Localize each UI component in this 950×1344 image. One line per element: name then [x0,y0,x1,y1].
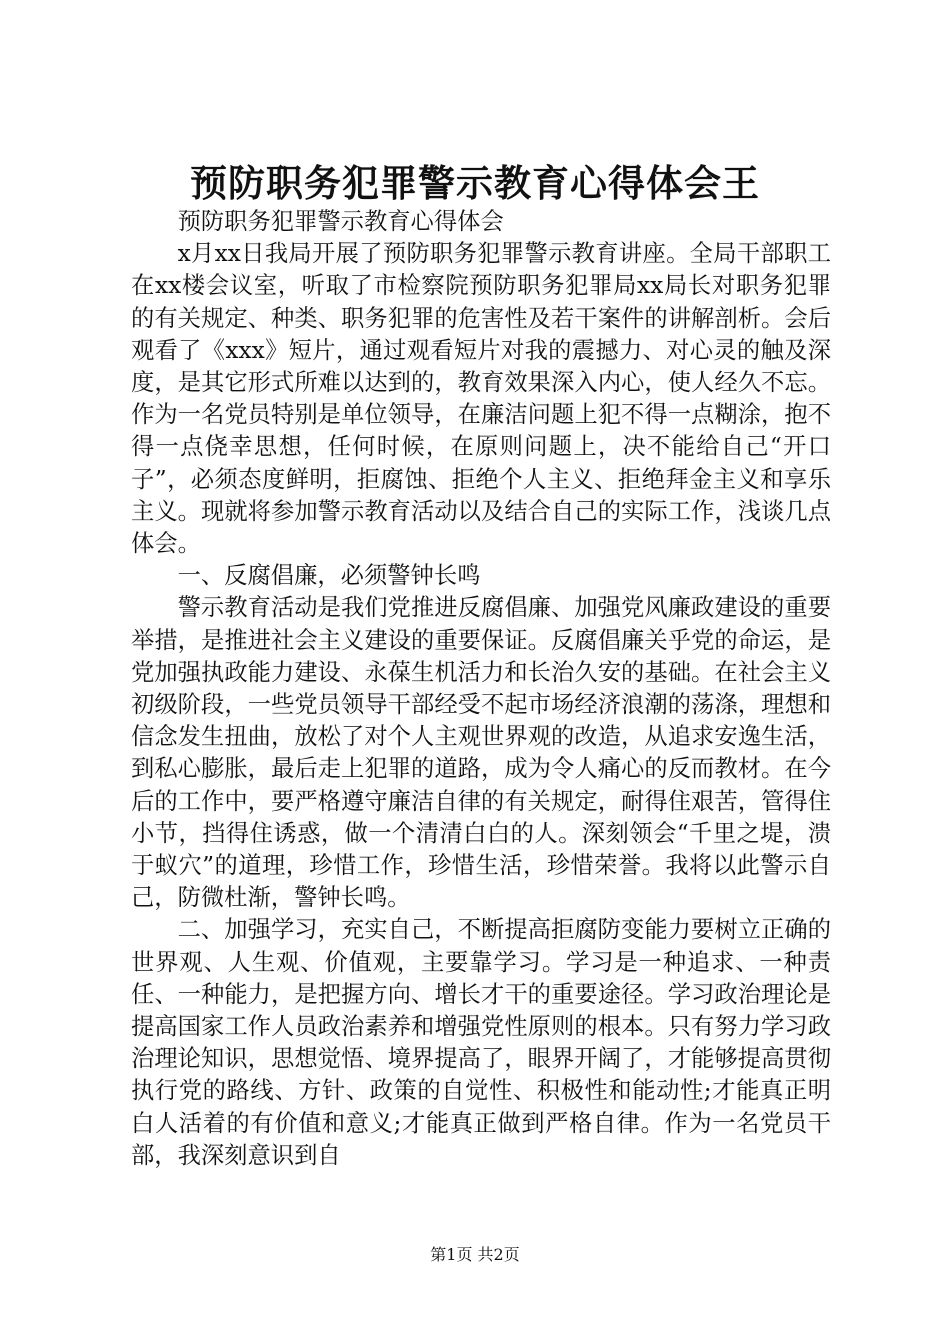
document-subtitle: 预防职务犯罪警示教育心得体会 [177,208,504,235]
document-body [131,206,831,1172]
page-number-footer: 第1页 共2页 [430,1245,520,1264]
paragraph-intro: x月xx日我局开展了预防职务犯罪警示教育讲座。全局干部职工在xx楼会议室，听取了市检察院预防职务犯罪局xx局长对职务犯罪的有关规定、种类、职务犯罪的危害性及若干案件的讲解剖析。会后观看了《xxx》短片，通过观看短片对我的震撼力、对心灵的触及深度，是其它形式所难以达到的，教育效果深入内心，使人经久不忘。作为一名党员特别是单位领导，在廉洁问题上犯不得一点糊涂，抱不得一点侥幸思想，任何时候，在原则问题上，决不能给自己“开口子”，必须态度鲜明，拒腐蚀、拒绝个人主义、拒绝拜金主义和享乐主义。现就将参加警示教育活动以及结合自己的实际工作，浅谈几点体会。 [131,240,831,558]
section-heading-1: 一、反腐倡廉，必须警钟长鸣 [177,562,481,590]
paragraph-section-1: 警示教育活动是我们党推进反腐倡廉、加强党风廉政建设的重要举措，是推进社会主义建设的重要保证。反腐倡廉关乎党的命运，是党加强执政能力建设、永葆生机活力和长治久安的基础。在社会主义初级阶段，一些党员领导干部经受不起市场经济浪潮的荡涤，理想和信念发生扭曲，放松了对个人主观世界观的改造，从追求安逸生活，到私心膨胀，最后走上犯罪的道路，成为令人痛心的反而教材。在今后的工作中，要严格遵守廉洁自律的有关规定，耐得住艰苦，管得住小节，挡得住诱惑，做一个清清白白的人。深刻领会“千里之堤，溃于蚁穴”的道理，珍惜工作，珍惜生活，珍惜荣誉。我将以此警示自己，防微杜渐，警钟长鸣。 [131,594,831,912]
paragraph-section-2: 二、加强学习，充实自己，不断提高拒腐防变能力要树立正确的世界观、人生观、价值观，主要靠学习。学习是一种追求、一种责任、一种能力，是把握方向、增长才干的重要途径。学习政治理论是提高国家工作人员政治素养和增强党性原则的根本。只有努力学习政治理论知识，思想觉悟、境界提高了，眼界开阔了，才能够提高贯彻执行党的路线、方针、政策的自觉性、积极性和能动性;才能真正明白人活着的有价值和意义;才能真正做到严格自律。作为一名党员干部，我深刻意识到自 [131,916,831,1169]
document-title: 预防职务犯罪警示教育心得体会王 [190,161,760,205]
